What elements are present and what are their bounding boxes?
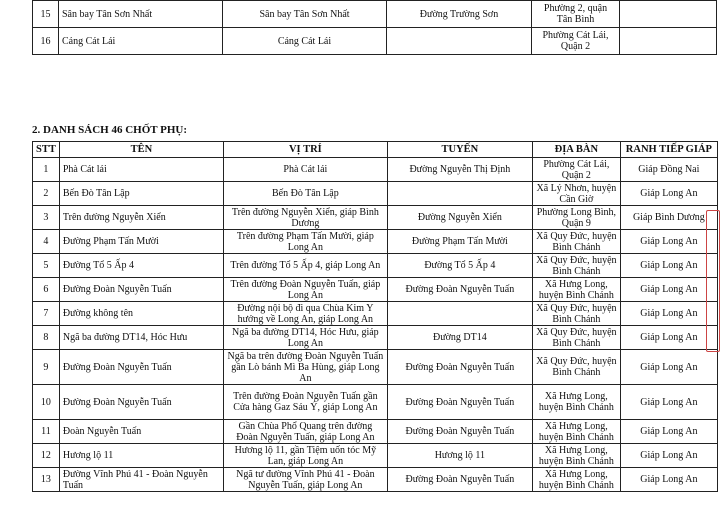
name-cell: Bến Đò Tân Lập: [59, 182, 223, 206]
location-cell: Ngã ba trên đường Đoàn Nguyễn Tuấn gần Lò bánh Mì Ba Hùng, giáp Long An: [223, 350, 387, 385]
stt-cell: 3: [33, 206, 60, 230]
name-cell: Hương lộ 11: [59, 444, 223, 468]
table-row: [33, 350, 718, 385]
stt-cell: 6: [33, 278, 60, 302]
route-cell: Đường Đoàn Nguyễn Tuấn: [387, 420, 532, 444]
name-cell: Trên đường Nguyễn Xiển: [59, 206, 223, 230]
stt-cell: 16: [33, 28, 59, 55]
name-cell: Đoàn Nguyễn Tuấn: [59, 420, 223, 444]
checkpoint-table: [32, 141, 718, 492]
area-cell: Phường Cát Lái, Quận 2: [532, 28, 620, 55]
stt-cell: 9: [33, 350, 60, 385]
route-cell: Đường Đoàn Nguyễn Tuấn: [387, 350, 532, 385]
border-cell: [620, 1, 717, 28]
table-row: [33, 468, 718, 492]
table-row: [33, 28, 717, 55]
route-header: TUYẾN: [387, 142, 532, 158]
stt-header: STT: [33, 142, 60, 158]
route-cell: Đường DT14: [387, 326, 532, 350]
stt-cell: 5: [33, 254, 60, 278]
location-cell: Bến Đò Tân Lập: [223, 182, 387, 206]
border-cell: Giáp Long An: [620, 385, 717, 420]
area-cell: Xã Hưng Long, huyện Bình Chánh: [532, 385, 620, 420]
area-cell: Phường 2, quận Tân Bình: [532, 1, 620, 28]
area-cell: Xã Quy Đức, huyện Bình Chánh: [532, 254, 620, 278]
header-row: [33, 142, 718, 158]
border-cell: Giáp Long An: [620, 302, 717, 326]
area-cell: Xã Quy Đức, huyện Bình Chánh: [532, 230, 620, 254]
border-cell: Giáp Long An: [620, 420, 717, 444]
route-cell: Đường Đoàn Nguyễn Tuấn: [387, 385, 532, 420]
stt-cell: 2: [33, 182, 60, 206]
location-cell: Trên đường Đoàn Nguyễn Tuấn, giáp Long An: [223, 278, 387, 302]
table-body: [33, 158, 718, 492]
location-cell: Đường nội bộ đi qua Chùa Kim Y hướng về Long An, giáp Long An: [223, 302, 387, 326]
table-row: [33, 206, 718, 230]
route-cell: [387, 182, 532, 206]
name-header: TÊN: [59, 142, 223, 158]
route-cell: Hương lộ 11: [387, 444, 532, 468]
location-header: VỊ TRÍ: [223, 142, 387, 158]
table-row: [33, 158, 718, 182]
table-row: [33, 254, 718, 278]
table-row: [33, 326, 718, 350]
border-cell: Giáp Long An: [620, 182, 717, 206]
table-row: [33, 1, 717, 28]
route-cell: Đường Nguyễn Xiển: [387, 206, 532, 230]
route-cell: Đường Tổ 5 Ấp 4: [387, 254, 532, 278]
location-cell: Sân bay Tân Sơn Nhất: [223, 1, 387, 28]
stt-cell: 8: [33, 326, 60, 350]
location-cell: Cảng Cát Lái: [223, 28, 387, 55]
location-cell: Trên đường Nguyễn Xiển, giáp Bình Dương: [223, 206, 387, 230]
route-cell: Đường Đoàn Nguyễn Tuấn: [387, 468, 532, 492]
table-row: [33, 385, 718, 420]
border-header: RANH TIẾP GIÁP: [620, 142, 717, 158]
name-cell: Cảng Cát Lái: [59, 28, 223, 55]
border-cell: Giáp Long An: [620, 230, 717, 254]
table-row: [33, 444, 718, 468]
name-cell: Đường không tên: [59, 302, 223, 326]
area-cell: Xã Hưng Long, huyện Bình Chánh: [532, 468, 620, 492]
table-row: [33, 182, 718, 206]
route-cell: Đường Nguyễn Thị Định: [387, 158, 532, 182]
name-cell: Ngã ba đường DT14, Hóc Hưu: [59, 326, 223, 350]
area-cell: Xã Quy Đức, huyện Bình Chánh: [532, 326, 620, 350]
red-stamp-mark: [706, 210, 720, 350]
location-cell: Hương lộ 11, gần Tiệm uốn tóc Mỹ Lan, giáp Long An: [223, 444, 387, 468]
area-cell: Phường Cát Lái, Quận 2: [532, 158, 620, 182]
stt-cell: 13: [33, 468, 60, 492]
table-row: [33, 302, 718, 326]
name-cell: Đường Đoàn Nguyễn Tuấn: [59, 385, 223, 420]
name-cell: Đường Vĩnh Phú 41 - Đoàn Nguyễn Tuấn: [59, 468, 223, 492]
area-cell: Xã Lý Nhơn, huyện Cần Giờ: [532, 182, 620, 206]
name-cell: Phà Cát lái: [59, 158, 223, 182]
route-cell: [387, 302, 532, 326]
table-row: [33, 230, 718, 254]
stt-cell: 15: [33, 1, 59, 28]
border-cell: Giáp Long An: [620, 254, 717, 278]
area-cell: Xã Quy Đức, huyện Bình Chánh: [532, 302, 620, 326]
border-cell: Giáp Long An: [620, 278, 717, 302]
route-cell: [387, 28, 532, 55]
area-header: ĐỊA BÀN: [532, 142, 620, 158]
location-cell: Phà Cát lái: [223, 158, 387, 182]
table-row: [33, 420, 718, 444]
border-cell: Giáp Long An: [620, 468, 717, 492]
route-cell: Đường Phạm Tấn Mười: [387, 230, 532, 254]
stt-cell: 1: [33, 158, 60, 182]
stt-cell: 11: [33, 420, 60, 444]
name-cell: Đường Đoàn Nguyễn Tuấn: [59, 278, 223, 302]
area-cell: Xã Hưng Long, huyện Bình Chánh: [532, 444, 620, 468]
border-cell: Giáp Đồng Nai: [620, 158, 717, 182]
area-cell: Phường Long Bình, Quận 9: [532, 206, 620, 230]
name-cell: Đường Phạm Tấn Mười: [59, 230, 223, 254]
top-table: [32, 0, 717, 55]
location-cell: Ngã tư đường Vĩnh Phú 41 - Đoàn Nguyễn Tuấn, giáp Long An: [223, 468, 387, 492]
border-cell: Giáp Long An: [620, 444, 717, 468]
location-cell: Ngã ba đường DT14, Hóc Hưu, giáp Long An: [223, 326, 387, 350]
border-cell: Giáp Bình Dương: [620, 206, 717, 230]
section-heading: 2. DANH SÁCH 46 CHỐT PHỤ:: [32, 124, 188, 136]
area-cell: Xã Hưng Long, huyện Bình Chánh: [532, 278, 620, 302]
name-cell: Đường Đoàn Nguyễn Tuấn: [59, 350, 223, 385]
area-cell: Xã Hưng Long, huyện Bình Chánh: [532, 420, 620, 444]
stt-cell: 4: [33, 230, 60, 254]
name-cell: Đường Tổ 5 Ấp 4: [59, 254, 223, 278]
route-cell: Đường Trường Sơn: [387, 1, 532, 28]
location-cell: Gần Chùa Phổ Quang trên đường Đoàn Nguyễn Tuấn, giáp Long An: [223, 420, 387, 444]
location-cell: Trên đường Đoàn Nguyễn Tuấn gần Cửa hàng Gaz Sáu Ý, giáp Long An: [223, 385, 387, 420]
location-cell: Trên đường Tổ 5 Ấp 4, giáp Long An: [223, 254, 387, 278]
border-cell: Giáp Long An: [620, 350, 717, 385]
area-cell: Xã Quy Đức, huyện Bình Chánh: [532, 350, 620, 385]
table-row: [33, 278, 718, 302]
route-cell: Đường Đoàn Nguyễn Tuấn: [387, 278, 532, 302]
location-cell: Trên đường Phạm Tấn Mười, giáp Long An: [223, 230, 387, 254]
stt-cell: 12: [33, 444, 60, 468]
name-cell: Sân bay Tân Sơn Nhất: [59, 1, 223, 28]
border-cell: [620, 28, 717, 55]
border-cell: Giáp Long An: [620, 326, 717, 350]
stt-cell: 7: [33, 302, 60, 326]
stt-cell: 10: [33, 385, 60, 420]
